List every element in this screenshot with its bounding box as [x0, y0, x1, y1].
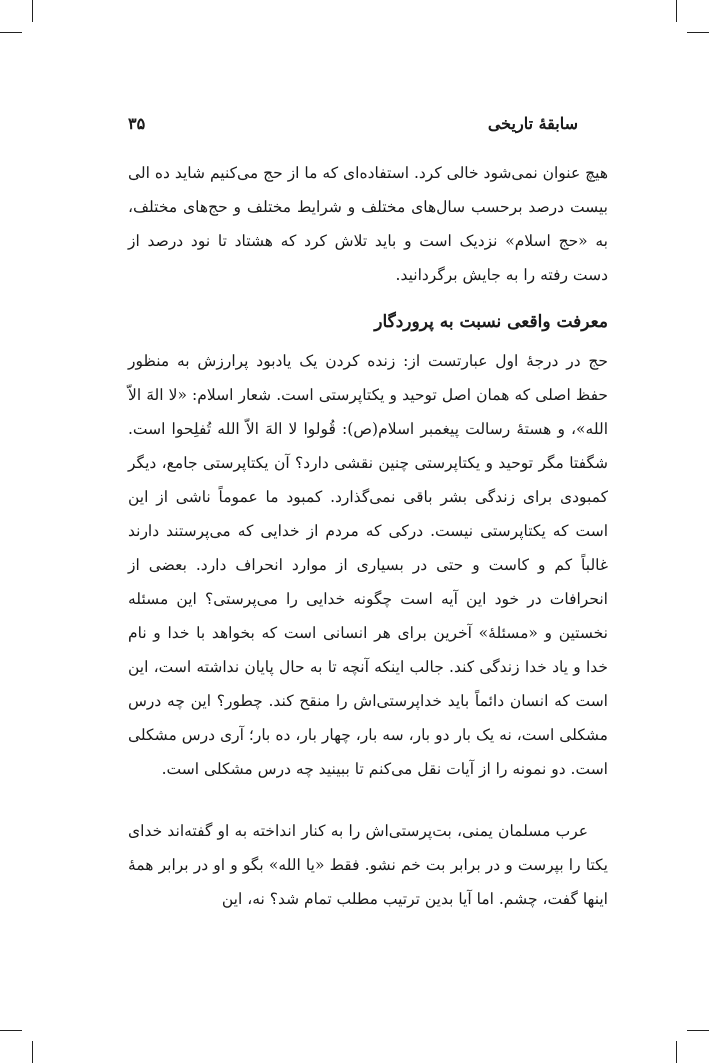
- section-heading: معرفت واقعی نسبت به پروردگار: [374, 312, 608, 332]
- crop-mark-bottom-left-v: [32, 1041, 33, 1063]
- crop-mark-top-right-v: [676, 0, 677, 22]
- paragraph-intro: هیچ عنوان نمی‌شود خالی کرد. استفاده‌ای که ما از حج می‌کنیم شاید ده الی بیست درصد برحسب سال‌های مختلف و شرایط مختلف و حج‌های مختلف، به «حج اسلام» نزدیک است و باید تلاش کرد که هشتاد تا نود درصد از دست رفته را به جایش برگردانید.: [128, 164, 608, 284]
- crop-mark-top-left-v: [32, 0, 33, 22]
- header-title: سابقهٔ تاریخی: [487, 114, 578, 133]
- crop-mark-bottom-right-h: [687, 1030, 709, 1031]
- crop-mark-top-right-h: [687, 32, 709, 33]
- crop-mark-top-left-h: [0, 32, 22, 33]
- paragraph-last: عرب مسلمان یمنی، بت‌پرستی‌اش را به کنار انداخته به او گفته‌اند خدای یکتا را بپرست و در برابر بت خم نشو. فقط «یا الله» بگو و او در برابر همهٔ اینها گفت، چشم. اما آیا بدین ترتیب مطلب تمام شد؟ نه، این: [128, 822, 608, 908]
- crop-mark-bottom-left-h: [0, 1030, 22, 1031]
- running-header: [128, 114, 578, 142]
- crop-mark-bottom-right-v: [676, 1041, 677, 1063]
- paragraph-main: حج در درجهٔ اول عبارتست از: زنده کردن یک یادبود پرارزش به منظور حفظ اصلی که همان اصل توحید و یکتاپرستی است. شعار اسلام: «لا الهَ الاّ الله»، و هستهٔ رسالت پیغمبر اسلام(ص): قُولوا لا الهَ الاّ الله تُفلِحوا است. شگفتا مگر توحید و یکتاپرستی چنین نقشی دارد؟ آن یکتاپرستی جامع، دیگر کمبودی برای زندگی بشر باقی نمی‌گذارد. کمبود ما عموماً ناشی از این است که یکتاپرستی نیست. درکی که مردم از خدایی که می‌پرستند دارند غالباً کم و کاست و حتی در بسیاری از موارد انحراف دارد. بعضی از انحرافات در خود این آیه است چگونه خدایی را می‌پرستی؟ این مسئله نخستین و «مسئلهٔ» آخرین برای هر انسانی است که بخواهد با خدا و نام خدا و یاد خدا زندگی کند. جالب اینکه آنچه تا به حال پایان نداشته است، این است که انسان دائماً باید خداپرستی‌اش را منقح کند. چطور؟ این چه درس مشکلی است، نه یک بار دو بار، سه بار، چهار بار، ده بار؛ آری درس مشکلی است. دو نمونه را از آیات نقل می‌کنم تا ببینید چه درس مشکلی است.: [128, 352, 608, 778]
- page-number: ۳۵: [128, 114, 146, 133]
